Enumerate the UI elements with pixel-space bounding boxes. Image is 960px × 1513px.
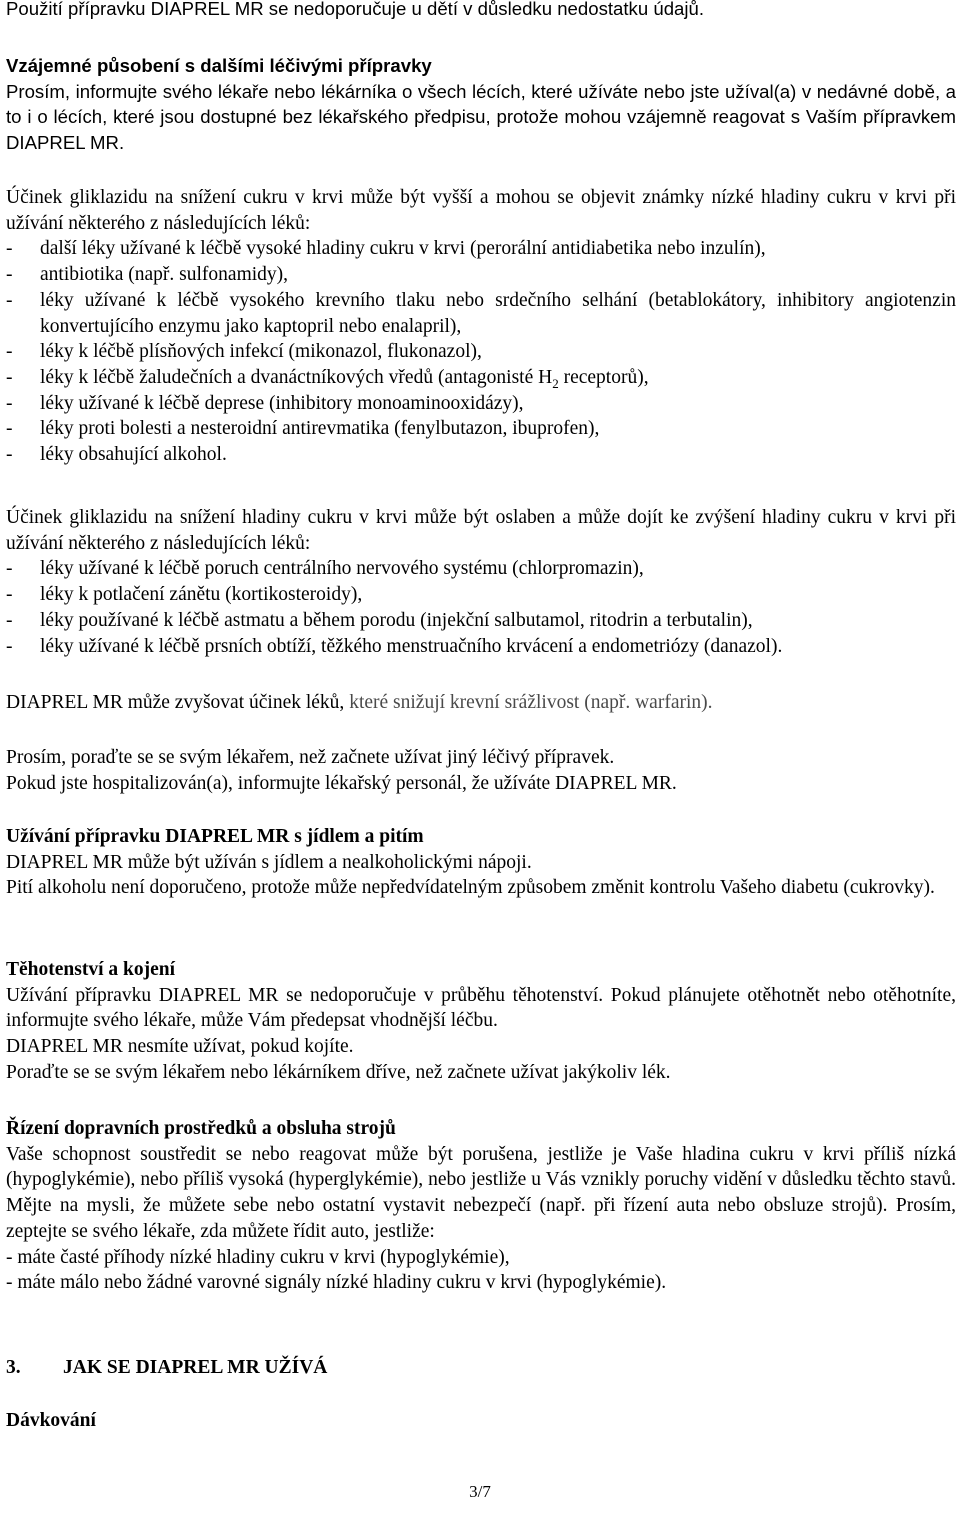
ulcer-item-subscript: 2: [552, 375, 559, 391]
advice-section: [6, 745, 956, 796]
list-item: - léky proti bolesti a nesteroidní antirevmatika (fenylbutazon, ibuprofen),: [6, 416, 956, 442]
increase-list: [6, 236, 956, 467]
list-item: - léky k potlačení zánětu (kortikosteroidy),: [6, 582, 956, 608]
decrease-list: [6, 556, 956, 659]
list-item: - léky užívané k léčbě deprese (inhibitory monoaminooxidázy),: [6, 391, 956, 417]
pregnancy-heading: Těhotenství a kojení: [6, 959, 176, 980]
list-item: - léky užívané k léčbě poruch centrálního nervového systému (chlorpromazin),: [6, 556, 956, 582]
pregnancy-section: [6, 957, 956, 1086]
ulcer-item-text-end: receptorů),: [558, 366, 649, 388]
list-item: - léky obsahující alkohol.: [6, 442, 956, 468]
driving-item: - máte časté příhody nízké hladiny cukru v krvi (hypoglykémie),: [6, 1246, 510, 1268]
list-item: - antibiotika (např. sulfonamidy),: [6, 262, 956, 288]
decrease-section: [6, 505, 956, 659]
pediatric-use-line: [6, 0, 956, 22]
interactions-text: Prosím, informujte svého lékaře nebo lékárníka o všech lécích, které užíváte nebo jste užíval(a) v nedávné době, a to i o lécích, které jsou dostupné bez lékařského předpisu, protože mohou vzájemně reagovat s Vaším přípravkem DIAPREL MR.: [6, 80, 956, 154]
pregnancy-line: Poraďte se se svým lékařem nebo lékárníkem dříve, než začnete užívat jakýkoliv lék.: [6, 1061, 671, 1083]
increase-section: [6, 185, 956, 468]
increase-intro: Účinek gliklazidu na snížení cukru v krvi může být vyšší a mohou se objevit známky nízké hladiny cukru v krvi při užívání některého z následujících léků:: [6, 187, 956, 234]
ulcer-item-text: léky k léčbě žaludečních a dvanáctníkových vředů (antagonisté H: [40, 366, 553, 388]
advice-line: Prosím, poraďte se se svým lékařem, než začnete užívat jiný léčivý přípravek.: [6, 747, 615, 768]
pregnancy-line: Užívání přípravku DIAPREL MR se nedoporučuje v průběhu těhotenství. Pokud plánujete otěhotnět nebo otěhotníte, informujte svého lékaře, může Vám předepsat vhodnější léčbu.: [6, 984, 956, 1032]
advice-line: Pokud jste hospitalizován(a), informujte lékařský personál, že užíváte DIAPREL MR.: [6, 772, 677, 794]
list-item: - léky používané k léčbě astmatu a během porodu (injekční salbutamol, ritodrin a terbutalin),: [6, 608, 956, 634]
section-title: JAK SE DIAPREL MR UŽÍVÁ: [63, 1357, 328, 1378]
interactions-section: [6, 53, 956, 156]
interactions-heading: Vzájemné působení s dalšími léčivými přípravky: [6, 55, 432, 76]
dosage-heading: Dávkování: [6, 1410, 96, 1431]
page-number: 3/7: [469, 1482, 491, 1501]
food-line: Pití alkoholu není doporučeno, protože může nepředvídatelným způsobem změnit kontrolu Vašeho diabetu (cukrovky).: [6, 877, 935, 899]
pregnancy-line: DIAPREL MR nesmíte užívat, pokud kojíte.: [6, 1036, 354, 1058]
food-line: DIAPREL MR může být užíván s jídlem a nealkoholickými nápoji.: [6, 851, 532, 873]
driving-text: Vaše schopnost soustředit se nebo reagovat může být porušena, jestliže je Vaše hladina cukru v krvi příliš nízká (hypoglykémie), nebo příliš vysoká (hyperglykémie), nebo jestliže u Vás vznikly poruchy vidění v důsledku těchto stavů. Mějte na mysli, že můžete sebe nebo ostatní vystavit nebezpečí (např. při řízení auta nebo obsluze strojů). Prosím, zeptejte se svého lékaře, zda můžete řídit auto, jestliže:: [6, 1143, 956, 1242]
anticoagulant-note: [6, 690, 956, 716]
list-item: - léky k léčbě plísňových infekcí (mikonazol, flukonazol),: [6, 339, 956, 365]
list-item: - léky užívané k léčbě vysokého krevního tlaku nebo srdečního selhání (betablokátory, inhibitory angiotenzin konvertujícího enzymu jako kaptopril nebo enalapril),: [6, 288, 956, 339]
list-item: [6, 365, 956, 391]
dosage-heading-block: [6, 1408, 956, 1434]
section-number: 3.: [6, 1357, 21, 1378]
list-item: - léky užívané k léčbě prsních obtíží, těžkého menstruačního krvácení a endometriózy (danazol).: [6, 634, 956, 660]
section-3-heading: [6, 1355, 956, 1381]
driving-item: - máte málo nebo žádné varovné signály nízké hladiny cukru v krvi (hypoglykémie).: [6, 1272, 667, 1294]
list-item: - další léky užívané k léčbě vysoké hladiny cukru v krvi (perorální antidiabetika nebo inzulín),: [6, 236, 956, 262]
driving-section: [6, 1116, 956, 1296]
anticoag-text: DIAPREL MR může zvyšovat účinek léků,: [6, 692, 345, 713]
decrease-intro: Účinek gliklazidu na snížení hladiny cukru v krvi může být oslaben a může dojít ke zvýšení hladiny cukru v krvi při užívání některého z následujících léků:: [6, 507, 956, 554]
food-heading: Užívání přípravku DIAPREL MR s jídlem a pitím: [6, 826, 424, 847]
driving-heading: Řízení dopravních prostředků a obsluha strojů: [6, 1118, 396, 1139]
pediatric-use-text: Použití přípravku DIAPREL MR se nedoporučuje u dětí v důsledku nedostatku údajů.: [6, 0, 705, 19]
food-section: [6, 824, 956, 901]
anticoag-text-gray: které snižují krevní srážlivost (např. warfarin).: [344, 692, 713, 713]
